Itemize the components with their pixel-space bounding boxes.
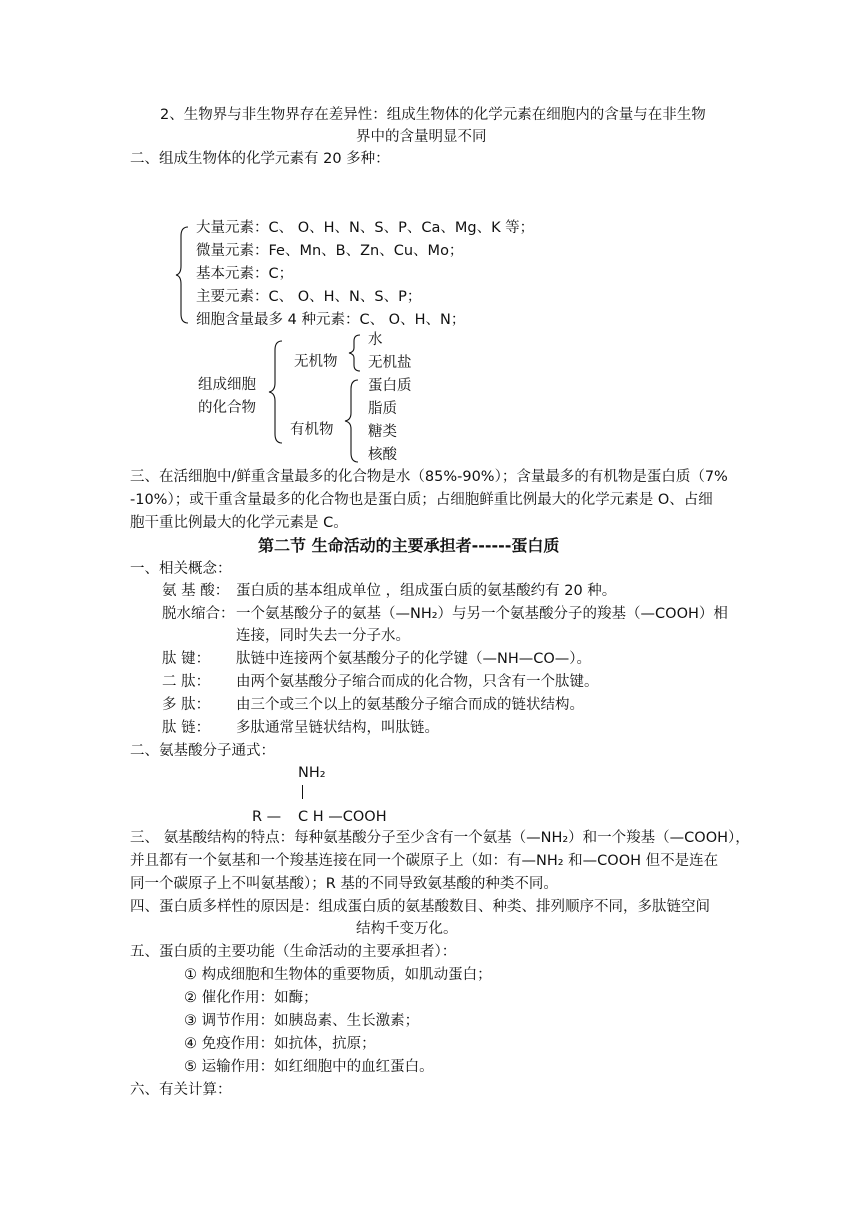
list-item: 大量元素：C、 O、H、N、S、P、Ca、Mg、K 等； [196, 220, 535, 236]
tree-leaf: 脂质 [368, 401, 397, 417]
list-item: ② 催化作用：如酶； [184, 990, 318, 1006]
tree-node-label: 无机物 [294, 354, 338, 370]
concept-definition: 由三个或三个以上的氨基酸分子缩合而成的链状结构。 [236, 697, 584, 713]
brace-icon [348, 334, 362, 372]
paragraph-line: 三、在活细胞中/鲜重含量最多的化合物是水（85%-90%）；含量最多的有机物是蛋白质（7% [130, 469, 728, 485]
concept-definition: 肽链中连接两个氨基酸分子的化学键（—NH—CO—）。 [236, 651, 592, 667]
tree-leaf: 糖类 [368, 424, 397, 440]
tree-node-label: 有机物 [290, 422, 334, 438]
paragraph-line: 界中的含量明显不同 [356, 129, 487, 145]
tree-root-label: 的化合物 [198, 400, 256, 416]
section-heading: 一、相关概念： [130, 561, 232, 577]
paragraph-line: -10%）；或干重含量最多的化合物也是蛋白质；占细胞鲜重比例最大的化学元素是 O、占细 [130, 492, 713, 508]
concept-term: 二 肽： [162, 674, 211, 690]
paragraph-line: 2、生物界与非生物界存在差异性：组成生物体的化学元素在细胞内的含量与在非生物 [160, 107, 706, 123]
section-heading: 二、氨基酸分子通式： [130, 743, 275, 759]
tree-leaf: 水 [368, 332, 383, 348]
list-item: 微量元素：Fe、Mn、B、Zn、Cu、Mo； [196, 243, 464, 259]
list-item: 主要元素：C、 O、H、N、S、P； [196, 289, 422, 305]
paragraph-line: 胞干重比例最大的化学元素是 C。 [130, 515, 348, 531]
brace-icon [344, 379, 360, 463]
list-item: 细胞含量最多 4 种元素：C、 O、H、N； [196, 312, 466, 328]
paragraph-line: 同一个碳原子上不叫氨基酸）；R 基的不同导致氨基酸的种类不同。 [130, 876, 558, 892]
list-item: ① 构成细胞和生物体的重要物质，如肌动蛋白； [184, 967, 492, 983]
section-heading: 六、有关计算： [130, 1082, 232, 1098]
formula-r-group: R — [252, 809, 282, 825]
concept-definition: 连接，同时失去一分子水。 [236, 628, 410, 644]
concept-term: 脱水缩合： [162, 606, 235, 622]
tree-root-label: 组成细胞 [198, 377, 256, 393]
formula-bond [302, 785, 303, 799]
concept-term: 肽 链： [162, 720, 211, 736]
list-item: ④ 免疫作用：如抗体，抗原； [184, 1036, 376, 1052]
section-heading: 五、蛋白质的主要功能（生命活动的主要承担者）： [130, 944, 457, 960]
formula-carbon-chain: C H —COOH [298, 809, 387, 825]
chapter-title: 第二节 生命活动的主要承担者------蛋白质 [258, 536, 560, 555]
paragraph-line: 三、 氨基酸结构的特点：每种氨基酸分子至少含有一个氨基（—NH₂）和一个羧基（—COOH）， [130, 830, 750, 846]
tree-leaf: 核酸 [368, 447, 397, 463]
paragraph-line: 并且都有一个氨基和一个羧基连接在同一个碳原子上（如：有—NH₂ 和—COOH 但不是连在 [130, 853, 719, 869]
formula-amino-group: NH₂ [298, 765, 326, 781]
concept-term: 肽 键： [162, 651, 211, 667]
tree-leaf: 无机盐 [368, 355, 412, 371]
tree-leaf: 蛋白质 [368, 378, 412, 394]
paragraph-line: 四、蛋白质多样性的原因是：组成蛋白质的氨基酸数目、种类、排列顺序不同，多肽链空间 [130, 899, 710, 915]
concept-definition: 一个氨基酸分子的氨基（—NH₂）与另一个氨基酸分子的羧基（—COOH）相 [236, 606, 728, 622]
concept-term: 多 肽： [162, 697, 211, 713]
concept-term: 氨 基 酸： [162, 583, 230, 599]
brace-icon [268, 340, 284, 444]
brace-icon [176, 226, 190, 324]
concept-definition: 多肽通常呈链状结构，叫肽链。 [236, 720, 439, 736]
paragraph-line: 结构千变万化。 [356, 921, 458, 937]
list-item: ③ 调节作用：如胰岛素、生长激素； [184, 1013, 420, 1029]
concept-definition: 蛋白质的基本组成单位 ，组成蛋白质的氨基酸约有 20 种。 [236, 583, 617, 599]
list-item: ⑤ 运输作用：如红细胞中的血红蛋白。 [184, 1059, 434, 1075]
section-heading: 二、组成生物体的化学元素有 20 多种： [130, 151, 390, 167]
concept-definition: 由两个氨基酸分子缩合而成的化合物，只含有一个肽键。 [236, 674, 599, 690]
list-item: 基本元素：C； [196, 266, 294, 282]
